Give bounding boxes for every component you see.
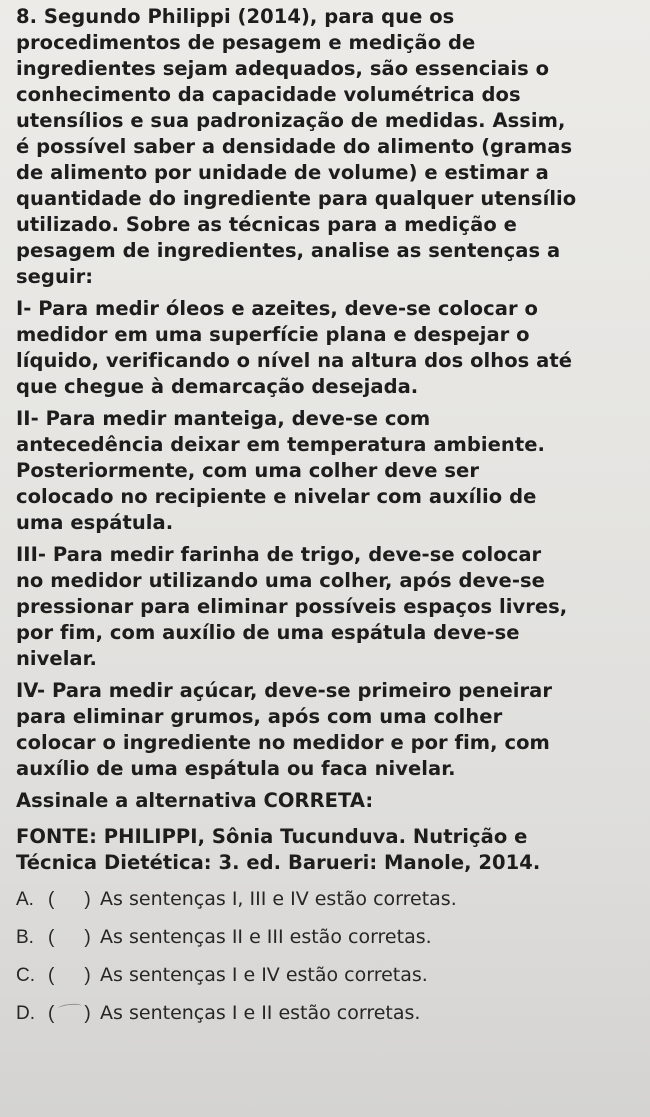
statement-line: I- Para medir óleos e azeites, deve-se colocar o (16, 297, 538, 320)
question-line: utensílios e sua padronização de medidas. Assim, (16, 109, 566, 132)
statement-line: II- Para medir manteiga, deve-se com (16, 407, 431, 430)
instruction-text: Assinale a alternativa CORRETA: (16, 789, 374, 812)
paren-open: ( (48, 965, 55, 986)
paren-close: ) (84, 889, 91, 910)
paren-close: ) (84, 927, 91, 948)
instruction (16, 788, 640, 814)
statement-line: medidor em uma superfície plana e despejar o (16, 323, 530, 346)
paren-close: ) (84, 965, 91, 986)
source-line: Técnica Dietética: 3. ed. Barueri: Manole, 2014. (16, 851, 541, 874)
option-text: As sentenças I e IV estão corretas. (100, 964, 428, 986)
paren-open: ( (48, 889, 55, 910)
source-citation (16, 824, 640, 876)
question-line: é possível saber a densidade do alimento (gramas (16, 135, 573, 158)
answer-checkbox[interactable] (48, 962, 94, 989)
statement-line: III- Para medir farinha de trigo, deve-se colocar (16, 543, 542, 566)
option-letter: C. (16, 965, 35, 986)
option-letter: B. (16, 927, 34, 948)
statement-line: colocado no recipiente e nivelar com auxílio de (16, 485, 537, 508)
statement-1 (16, 296, 640, 400)
option-a[interactable] (16, 886, 640, 913)
statement-line: uma espátula. (16, 511, 174, 534)
statement-line: pressionar para eliminar possíveis espaços livres, (16, 595, 568, 618)
statement-line: nivelar. (16, 647, 97, 670)
option-text: As sentenças I e II estão corretas. (100, 1002, 421, 1024)
statement-2 (16, 406, 640, 536)
option-text: As sentenças I, III e IV estão corretas. (100, 888, 457, 910)
option-letter: D. (16, 1003, 35, 1024)
statement-line: líquido, verificando o nível na altura dos olhos até (16, 349, 573, 372)
paren-open: ( (48, 1003, 55, 1024)
statement-4 (16, 678, 640, 782)
statement-line: para eliminar grumos, após com uma colher (16, 705, 503, 728)
question-line: 8. Segundo Philippi (2014), para que os (16, 5, 455, 28)
question-line: utilizado. Sobre as técnicas para a medição e (16, 213, 517, 236)
statement-line: auxílio de uma espátula ou faca nivelar. (16, 757, 456, 780)
question-line: conhecimento da capacidade volumétrica dos (16, 83, 521, 106)
statement-line: antecedência deixar em temperatura ambiente. (16, 433, 545, 456)
statement-line: por fim, com auxílio de uma espátula deve-se (16, 621, 520, 644)
answer-checkbox[interactable] (48, 1000, 94, 1027)
question-line: procedimentos de pesagem e medição de (16, 31, 476, 54)
option-d[interactable] (16, 1000, 640, 1027)
question-line: pesagem de ingredientes, analise as sentenças a (16, 239, 561, 262)
option-text: As sentenças II e III estão corretas. (100, 926, 432, 948)
question-line: quantidade do ingrediente para qualquer utensílio (16, 187, 577, 210)
statement-line: que chegue à demarcação desejada. (16, 375, 419, 398)
question-line: seguir: (16, 265, 94, 288)
answer-checkbox[interactable] (48, 886, 94, 913)
statement-line: Posteriormente, com uma colher deve ser (16, 459, 479, 482)
statement-line: colocar o ingrediente no medidor e por fim, com (16, 731, 550, 754)
answer-checkbox[interactable] (48, 924, 94, 951)
statement-3 (16, 542, 640, 672)
question-stem (16, 4, 640, 290)
statement-line: IV- Para medir açúcar, deve-se primeiro peneirar (16, 679, 553, 702)
statement-line: no medidor utilizando uma colher, após deve-se (16, 569, 545, 592)
paren-close: ) (84, 1003, 91, 1024)
question-line: de alimento por unidade de volume) e estimar a (16, 161, 549, 184)
option-c[interactable] (16, 962, 640, 989)
pencil-mark (58, 1003, 83, 1012)
option-b[interactable] (16, 924, 640, 951)
paren-open: ( (48, 927, 55, 948)
question-line: ingredientes sejam adequados, são essenciais o (16, 57, 550, 80)
option-letter: A. (16, 889, 34, 910)
source-line: FONTE: PHILIPPI, Sônia Tucunduva. Nutrição e (16, 825, 528, 848)
answer-options (16, 886, 640, 1027)
